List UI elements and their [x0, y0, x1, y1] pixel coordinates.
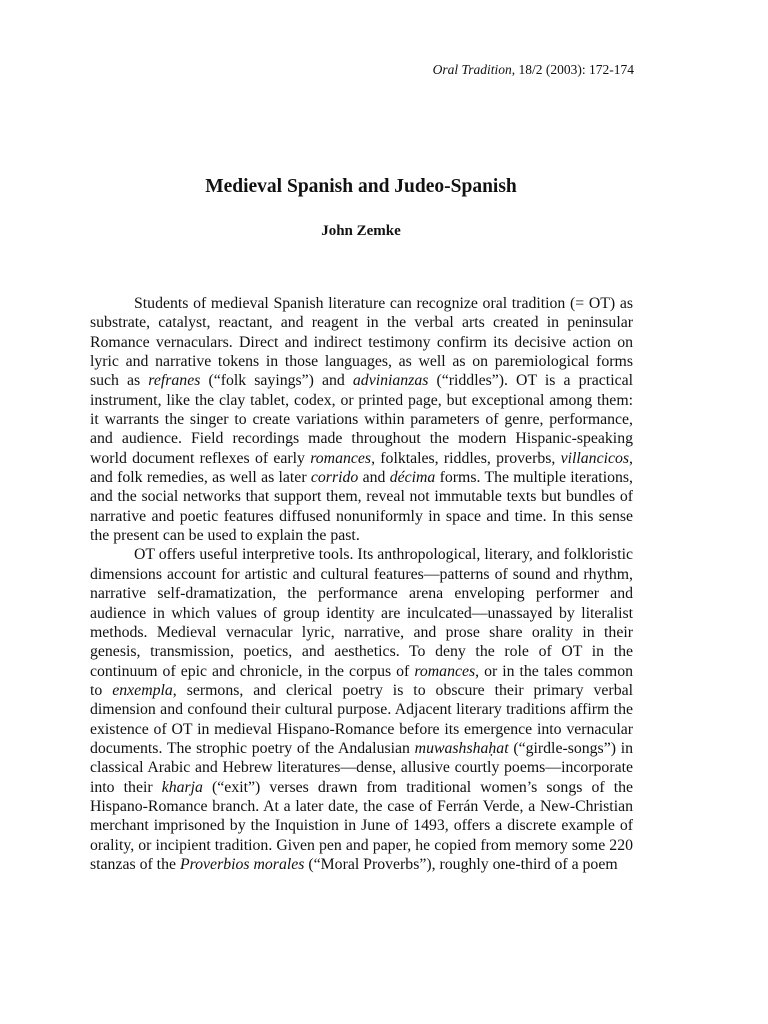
article-body — [90, 294, 633, 874]
journal-issue: , 18/2 (2003): 172-174 — [511, 62, 634, 77]
article-title: Medieval Spanish and Judeo-Spanish — [205, 176, 517, 197]
article-author: John Zemke — [321, 223, 401, 239]
paragraph-2: OT offers useful interpretive tools. Its anthropological, literary, and folkloristic dimensions account for artistic and cultural features—patterns of sound and rhythm, narrative self-dramatization, the performance arena enveloping performer and audience in which values of group identity are inculcated—unassayed by literalist methods. Medieval vernacular lyric, narrative, and prose share orality in their genesis, transmission, poetics, and aesthetics. To deny the role of OT in the continuum of epic and chronicle, in the corpus of romances, or in the tales common to enxempla, sermons, and clerical poetry is to obscure their primary verbal dimension and confound their cultural purpose. Adjacent literary traditions affirm the existence of OT in medieval Hispano-Romance before its emergence into vernacular documents. The strophic poetry of the Andalusian muwashshaḥat (“girdle-songs”) in classical Arabic and Hebrew literatures—dense, allusive courtly poems—incorporate into their kharja (“exit”) verses drawn from traditional women’s songs of the Hispano-Romance branch. At a later date, the case of Ferrán Verde, a New-Christian merchant imprisoned by the Inquistion in June of 1493, offers a discrete example of orality, or incipient tradition. Given pen and paper, he copied from memory some 220 stanzas of the Proverbios morales (“Moral Proverbs”), roughly one-third of a poem — [90, 546, 634, 873]
journal-citation — [433, 62, 634, 78]
paragraph-1: Students of medieval Spanish literature can recognize oral tradition (= OT) as substrate, catalyst, reactant, and reagent in the verbal arts created in peninsular Romance vernaculars. Direct and indirect testimony confirm its decisive action on lyric and narrative tokens in those languages, as well as on paremiological forms such as refranes (“folk sayings”) and advinianzas (“riddles”). OT is a practical instrument, like the clay tablet, codex, or printed page, but exceptional among them: it warrants the singer to create variations within parameters of genre, performance, and audience. Field recordings made throughout the modern Hispanic-speaking world document reflexes of early romances, folktales, riddles, proverbs, villancicos, and folk remedies, as well as later corrido and décima forms. The multiple iterations, and the social networks that support them, reveal not immutable texts but bundles of narrative and poetic features diffused nonuniformly in space and time. In this sense the present can be used to explain the past. — [90, 295, 633, 545]
journal-name: Oral Tradition — [432, 62, 512, 77]
